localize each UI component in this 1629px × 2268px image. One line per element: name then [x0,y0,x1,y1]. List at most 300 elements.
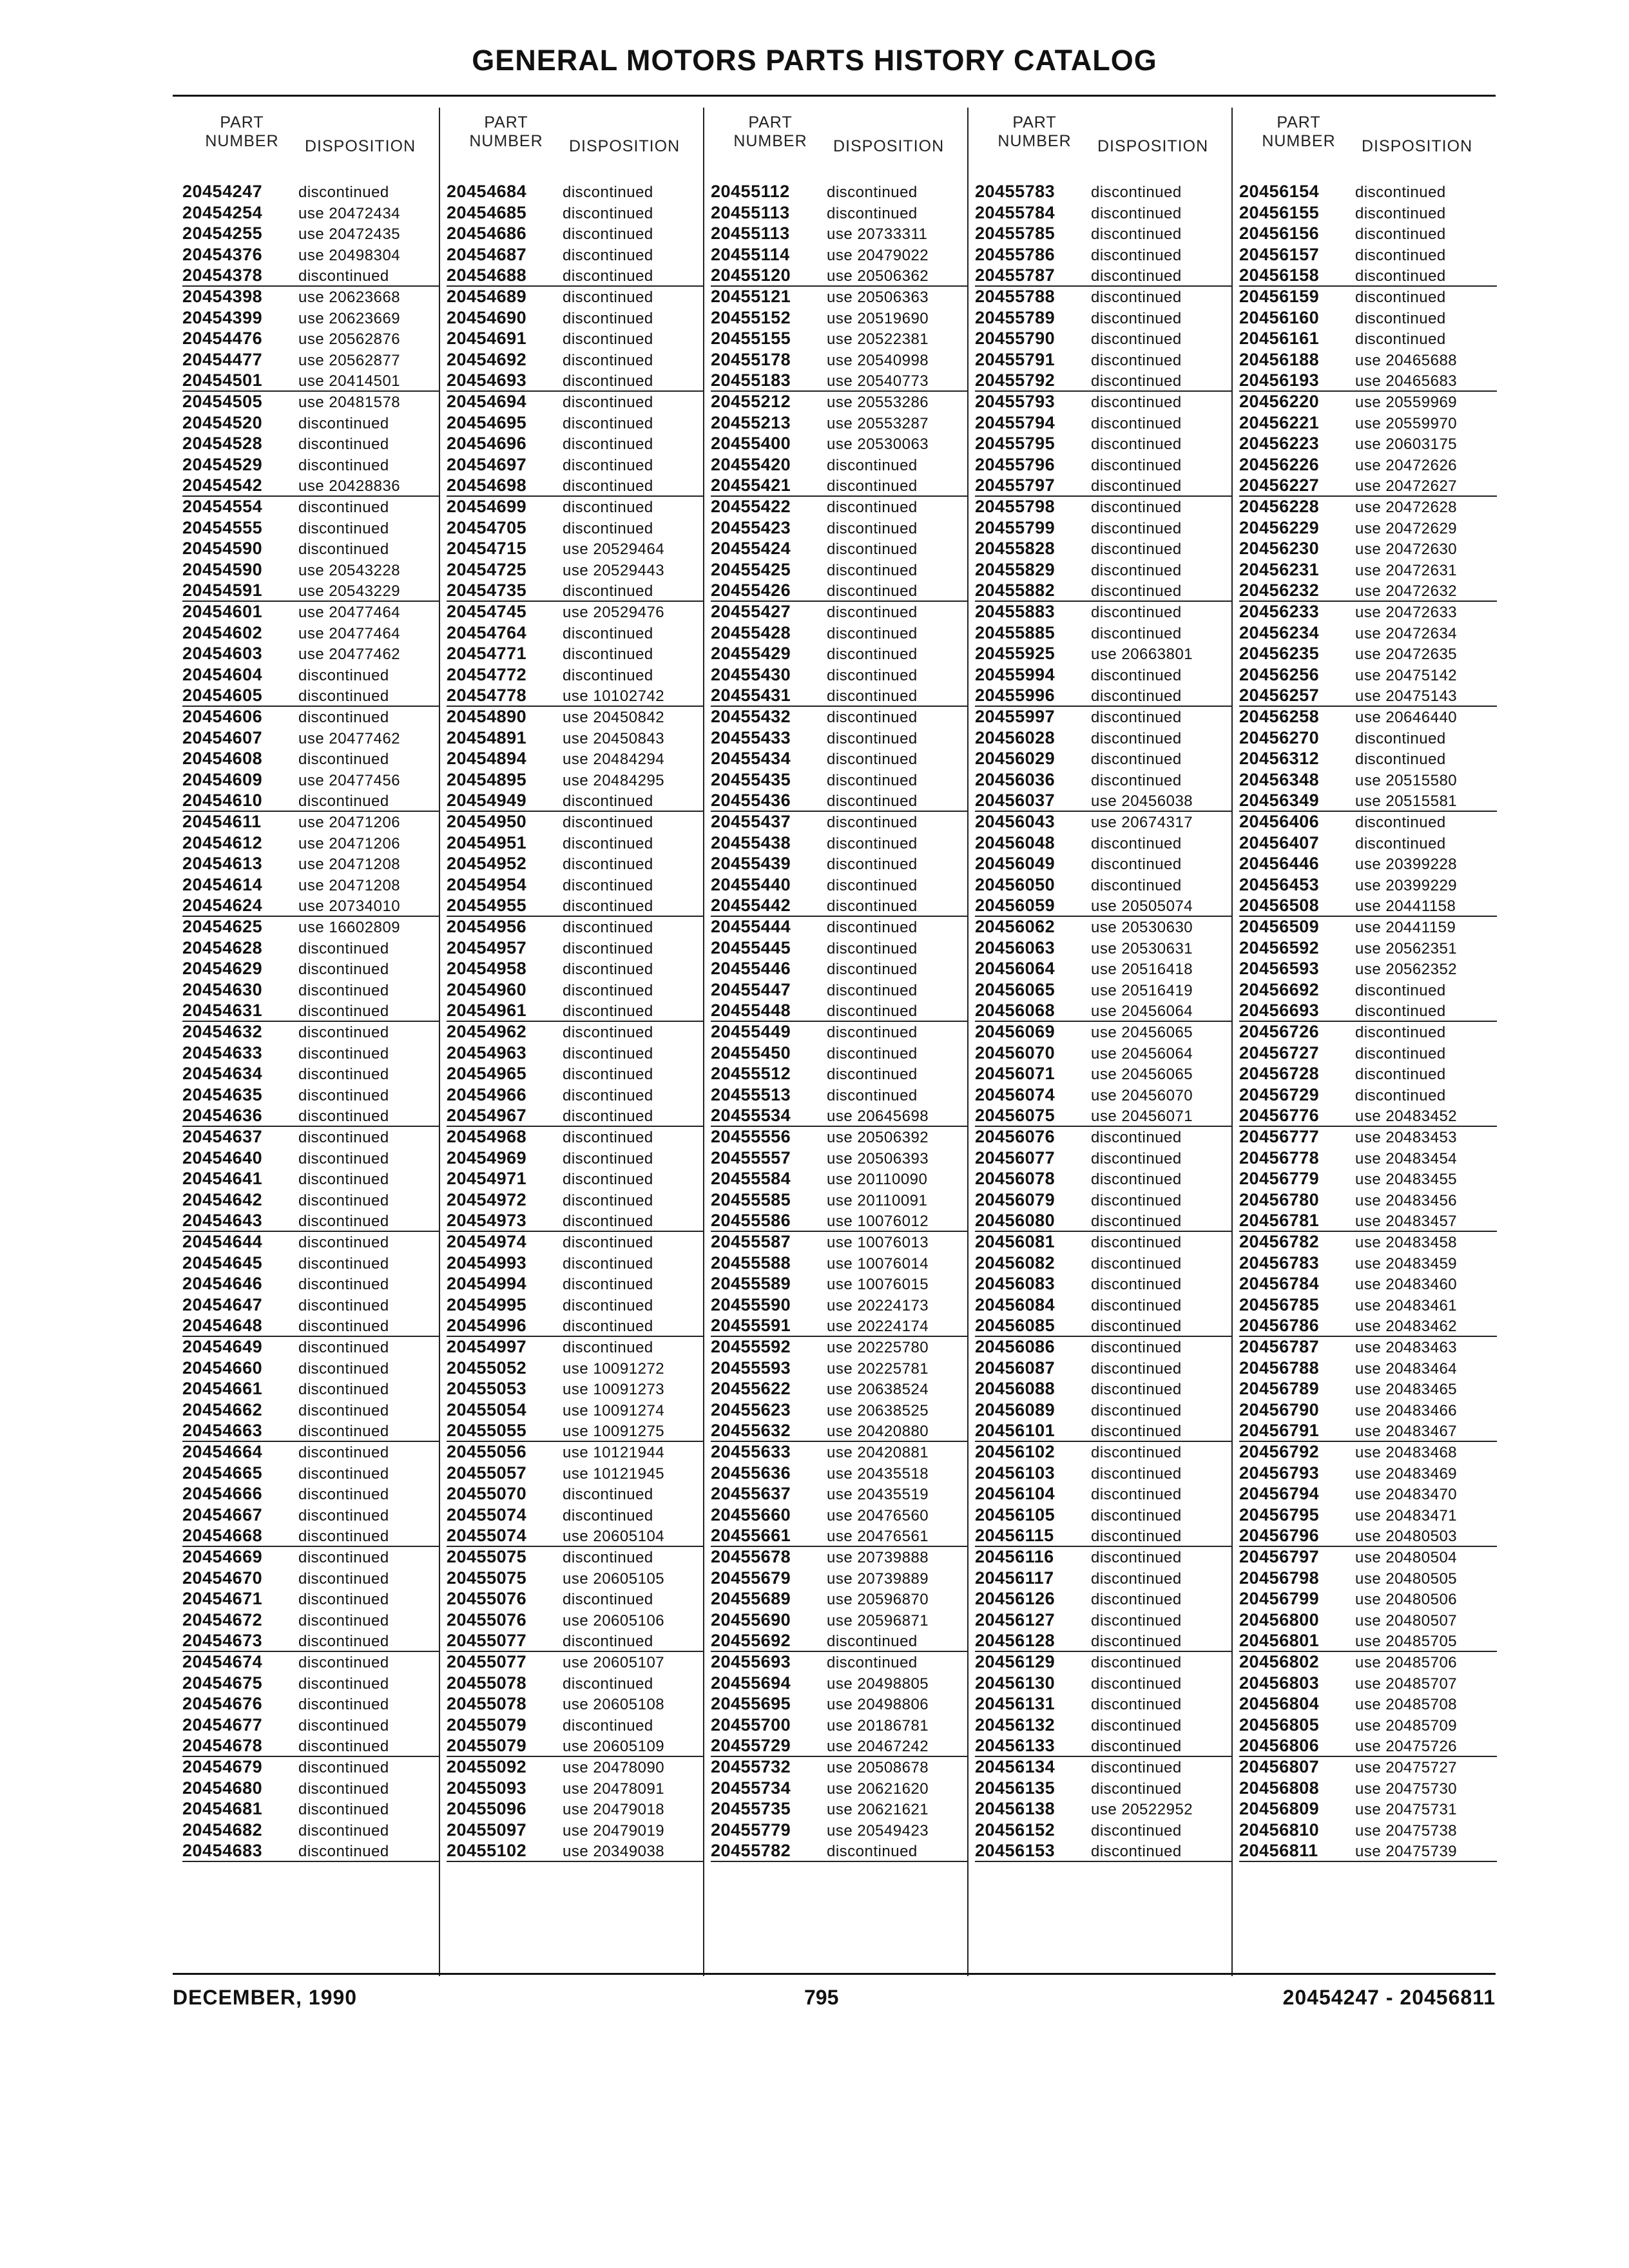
part-number: 20455444 [711,917,791,936]
disposition: discontinued [1091,856,1182,874]
part-number: 20456787 [1239,1337,1320,1356]
disposition-header: DISPOSITION [569,137,680,155]
part-number: 20455593 [711,1358,791,1378]
catalog-entry [711,392,929,412]
part-header-line: PART [1012,113,1057,131]
part-number: 20456085 [975,1316,1055,1336]
disposition: discontinued [1091,541,1182,559]
part-number: 20454590 [182,539,263,559]
part-number: 20456153 [975,1841,1055,1861]
part-number: 20456789 [1239,1379,1320,1399]
catalog-entry [711,812,918,832]
catalog-entry [1239,1484,1457,1504]
catalog-entry [1239,497,1457,517]
catalog-entry [182,791,389,811]
part-number: 20455113 [711,202,790,222]
part-number: 20455102 [447,1841,527,1861]
catalog-entry [182,1358,389,1378]
part-number: 20454963 [447,1043,527,1062]
disposition: use 20478091 [563,1780,665,1798]
catalog-entry [711,1820,929,1840]
disposition: discontinued [827,499,918,516]
part-number: 20456508 [1239,896,1320,916]
part-number: 20454604 [182,664,263,684]
disposition: discontinued [298,1738,389,1756]
disposition: use 20483454 [1355,1149,1458,1168]
catalog-entry [1239,980,1446,1000]
catalog-entry [711,623,918,643]
disposition: discontinued [1091,1401,1182,1419]
part-number: 20455055 [447,1421,527,1441]
catalog-entry [182,1736,389,1756]
catalog-entry [711,581,918,601]
catalog-entry [447,329,653,349]
disposition: use 20529464 [563,541,665,559]
catalog-entry [182,1295,389,1315]
page-number: 795 [804,1986,839,2009]
part-number: 20455446 [711,959,791,979]
part-number: 20456081 [975,1232,1055,1251]
catalog-entry [975,1568,1182,1588]
part-number: 20456062 [975,917,1055,936]
disposition: discontinued [298,1716,389,1735]
catalog-entry [1239,287,1446,307]
catalog-entry [447,1190,653,1210]
catalog-entry [182,1337,389,1357]
catalog-entry [447,917,653,937]
catalog-entry [975,1673,1182,1693]
disposition: discontinued [563,1086,653,1104]
part-number: 20456154 [1239,182,1320,201]
disposition: discontinued [1355,834,1446,852]
part-number: 20454683 [182,1841,263,1861]
part-number-header [975,113,1094,151]
part-number: 20455787 [975,265,1055,285]
catalog-entry [447,1841,664,1861]
disposition: use 20739888 [827,1549,929,1566]
catalog-entry [447,1715,653,1735]
part-number: 20455795 [975,434,1055,454]
catalog-entry [711,1022,918,1042]
disposition: use 20465688 [1355,351,1458,369]
catalog-entry [975,560,1182,580]
part-number: 20454254 [182,202,263,222]
disposition: use 20475727 [1355,1759,1458,1776]
disposition: use 20506362 [827,267,929,285]
disposition: discontinued [827,961,918,979]
disposition: use 20465683 [1355,372,1458,390]
footer-date: DECEMBER, 1990 [173,1986,358,2009]
part-number: 20456793 [1239,1463,1320,1483]
part-number: 20455114 [711,244,790,264]
part-number: 20456223 [1239,434,1320,454]
catalog-entry [447,434,653,454]
disposition: discontinued [1091,1149,1182,1168]
catalog-entry [447,1232,653,1252]
disposition-header: DISPOSITION [833,137,945,155]
part-number: 20456777 [1239,1127,1320,1146]
disposition: discontinued [1091,1506,1182,1524]
part-number: 20456193 [1239,370,1320,390]
part-number: 20455589 [711,1274,791,1294]
part-number: 20455789 [975,307,1055,327]
disposition: discontinued [1091,331,1182,349]
part-number: 20456801 [1239,1631,1320,1651]
catalog-entry [1239,1106,1457,1126]
disposition: discontinued [1091,1780,1182,1798]
disposition: discontinued [1091,624,1182,642]
part-number: 20454610 [182,791,263,811]
disposition: use 20456071 [1091,1108,1193,1126]
disposition: discontinued [1091,1465,1182,1483]
catalog-entry [447,1778,664,1798]
catalog-entry [182,265,389,285]
disposition: discontinued [298,1528,389,1546]
disposition: use 20549423 [827,1821,929,1840]
catalog-entry [975,1736,1182,1756]
catalog-entry [1239,329,1446,349]
part-number: 20455729 [711,1736,791,1756]
disposition: use 20456070 [1091,1086,1193,1104]
disposition: discontinued [298,1381,389,1399]
catalog-entry [182,1652,389,1672]
disposition: use 20456038 [1091,793,1193,811]
catalog-entry [975,1526,1182,1546]
part-number: 20455426 [711,581,791,601]
part-number: 20455448 [711,1001,791,1021]
disposition: use 20472633 [1355,604,1458,621]
catalog-entry [711,182,918,202]
disposition: use 20225780 [827,1339,929,1356]
catalog-entry [1239,1799,1457,1819]
disposition: discontinued [563,1066,653,1084]
part-number: 20456257 [1239,686,1320,706]
part-number: 20454951 [447,832,527,852]
disposition: discontinued [298,1003,389,1021]
catalog-entry [1239,1421,1457,1441]
catalog-entry [711,833,918,853]
part-number: 20455828 [975,539,1055,559]
disposition: use 20483456 [1355,1191,1458,1209]
catalog-entry [447,1631,653,1651]
part-number: 20455513 [711,1084,791,1104]
disposition: discontinued [563,456,653,474]
catalog-entry [182,392,400,412]
part-number: 20454670 [182,1568,263,1588]
catalog-entry [182,1274,389,1294]
part-number-header [447,113,566,151]
catalog-entry [975,1064,1193,1084]
catalog-entry [1239,392,1457,412]
part-number: 20454640 [182,1148,263,1168]
part-number: 20456102 [975,1442,1055,1461]
catalog-entry [975,812,1193,832]
disposition: discontinued [1091,267,1182,285]
catalog-entry [1239,1316,1457,1336]
catalog-entry [447,1505,653,1525]
part-number: 20454973 [447,1211,527,1231]
disposition: discontinued [563,856,653,874]
disposition: use 20485709 [1355,1716,1458,1735]
part-number: 20456050 [975,874,1055,894]
part-number: 20455734 [711,1778,791,1798]
catalog-entry [447,833,653,853]
part-number: 20455075 [447,1568,527,1588]
part-number: 20454955 [447,896,527,916]
disposition: discontinued [827,751,918,769]
part-number: 20454528 [182,434,263,454]
catalog-entry [711,203,918,223]
catalog-entry [711,434,929,454]
part-number: 20456086 [975,1337,1055,1356]
part-number: 20455178 [711,349,791,369]
part-number: 20456807 [1239,1757,1320,1776]
disposition: discontinued [298,1108,389,1126]
disposition: use 20663801 [1091,646,1193,664]
part-number: 20456105 [975,1504,1055,1524]
disposition: discontinued [1355,751,1446,769]
catalog-entry [1239,833,1446,853]
catalog-entry [447,476,653,495]
catalog-entry [711,1358,929,1378]
disposition: use 20540998 [827,351,929,369]
catalog-entry [975,1358,1182,1378]
catalog-entry [447,1127,653,1147]
catalog-entry [182,1127,389,1147]
part-number: 20455732 [711,1757,791,1776]
catalog-entry [1239,1148,1457,1168]
disposition: use 20472627 [1355,477,1458,495]
disposition: use 20472635 [1355,646,1458,664]
part-number: 20456131 [975,1694,1055,1714]
part-header-line: PART [484,113,528,131]
disposition: use 20224173 [827,1296,929,1314]
catalog-entry [1239,1295,1457,1315]
catalog-entry [975,1316,1182,1336]
disposition: use 20529476 [563,604,665,621]
part-number: 20456233 [1239,602,1320,621]
part-number: 20454891 [447,727,527,747]
part-number: 20456407 [1239,832,1320,852]
disposition: discontinued [563,666,653,684]
disposition: use 20475726 [1355,1738,1458,1756]
disposition: use 20441158 [1355,898,1456,916]
disposition: discontinued [1355,1086,1446,1104]
catalog-entry [1239,581,1457,601]
catalog-entry [447,287,653,307]
catalog-entry [182,665,389,685]
disposition: use 20559970 [1355,414,1458,432]
disposition: discontinued [1355,1066,1446,1084]
catalog-entry [1239,350,1457,370]
part-number: 20455070 [447,1484,527,1504]
catalog-entry [975,1043,1193,1063]
disposition: discontinued [563,1675,653,1693]
catalog-entry [711,1589,929,1609]
disposition: discontinued [1091,1213,1182,1231]
part-number: 20454997 [447,1337,527,1356]
disposition: use 10091272 [563,1360,665,1378]
disposition: discontinued [298,1296,389,1314]
catalog-entry [975,539,1182,559]
disposition: discontinued [563,1591,653,1609]
part-number: 20455586 [711,1211,791,1231]
catalog-entry [711,1568,929,1588]
part-number: 20454501 [182,370,263,390]
catalog-entry [975,1442,1182,1462]
catalog-entry [711,707,918,727]
part-number: 20456791 [1239,1421,1320,1441]
catalog-entry [182,1610,389,1630]
disposition: use 20483458 [1355,1234,1458,1251]
part-number: 20456728 [1239,1064,1320,1084]
disposition: discontinued [827,646,918,664]
part-number: 20456726 [1239,1022,1320,1041]
part-number: 20454677 [182,1715,263,1735]
catalog-entry [447,1085,653,1105]
catalog-entry [447,1589,653,1609]
part-number: 20454612 [182,832,263,852]
catalog-entry [1239,476,1457,495]
catalog-entry [447,1253,653,1273]
catalog-entry [711,602,918,622]
part-number: 20454591 [182,581,263,601]
part-number: 20456080 [975,1211,1055,1231]
disposition: discontinued [298,1171,389,1189]
disposition: use 20420880 [827,1423,929,1441]
part-number: 20456078 [975,1169,1055,1189]
part-number: 20454968 [447,1127,527,1146]
part-number: 20456785 [1239,1294,1320,1314]
catalog-entry [1239,686,1457,706]
part-number: 20454628 [182,937,263,957]
part-number: 20455442 [711,896,791,916]
catalog-entry [182,287,400,307]
number-header-line: NUMBER [998,132,1072,150]
disposition: use 20498806 [827,1696,929,1714]
disposition: discontinued [1091,1633,1182,1651]
disposition: discontinued [298,1360,389,1378]
disposition: use 20484294 [563,751,665,769]
disposition: use 20562351 [1355,939,1458,957]
part-number: 20455438 [711,832,791,852]
part-number: 20454602 [182,622,263,642]
disposition: use 20483469 [1355,1465,1458,1483]
part-number: 20455679 [711,1568,791,1588]
catalog-entry [447,770,664,790]
catalog-entry [975,854,1182,874]
part-number: 20455113 [711,224,790,244]
disposition: discontinued [563,436,653,454]
disposition: use 20476560 [827,1506,929,1524]
part-number: 20455435 [711,769,791,789]
disposition: use 20399229 [1355,876,1458,894]
catalog-entry [711,1190,927,1210]
catalog-entry [975,1799,1193,1819]
catalog-entry [447,1610,664,1630]
part-number: 20455447 [711,979,791,999]
catalog-entry [182,1106,389,1126]
part-number: 20456126 [975,1589,1055,1609]
part-number: 20455782 [711,1841,791,1861]
disposition: discontinued [1091,834,1182,852]
catalog-entry [447,623,653,643]
group-underline [447,1861,704,1862]
part-number: 20456799 [1239,1589,1320,1609]
part-number: 20454764 [447,622,527,642]
catalog-entry [182,917,400,937]
catalog-entry [447,1568,664,1588]
disposition: discontinued [563,184,653,201]
disposition: discontinued [1355,1003,1446,1021]
disposition: use 20483452 [1355,1108,1458,1126]
disposition: use 20110090 [827,1171,928,1189]
part-number: 20454542 [182,476,263,495]
disposition: discontinued [298,1318,389,1336]
part-number: 20455120 [711,265,791,285]
catalog-entry [182,770,400,790]
column-divider [439,108,440,1976]
catalog-entry [711,1064,918,1084]
catalog-entry [1239,1232,1457,1252]
disposition: use 20472434 [298,204,401,222]
catalog-entry [711,1547,929,1567]
disposition: discontinued [298,1066,389,1084]
part-number: 20454962 [447,1022,527,1041]
catalog-entry [182,707,389,727]
part-number: 20455997 [975,707,1055,726]
part-number: 20456075 [975,1106,1055,1126]
disposition: use 20483453 [1355,1129,1458,1146]
part-number: 20456115 [975,1526,1054,1546]
catalog-entry [975,728,1182,748]
disposition: use 20483455 [1355,1171,1458,1189]
number-header-line: NUMBER [1262,132,1336,150]
disposition: use 20674317 [1091,814,1193,831]
catalog-entry [975,1421,1182,1441]
part-number: 20454689 [447,287,527,306]
part-number: 20456692 [1239,979,1320,999]
disposition: discontinued [1091,1171,1182,1189]
catalog-entry [182,812,400,832]
part-number: 20454697 [447,454,527,474]
part-number: 20454247 [182,182,263,201]
catalog-entry [447,1022,653,1042]
disposition: discontinued [563,939,653,957]
catalog-entry [975,1211,1182,1231]
catalog-entry [182,1148,389,1168]
part-number: 20456127 [975,1610,1055,1629]
disposition: use 20450843 [563,729,665,747]
part-number: 20456779 [1239,1169,1320,1189]
part-number: 20454691 [447,329,527,349]
catalog-entry [711,329,929,349]
catalog-entry [182,1547,389,1567]
disposition: discontinued [298,1044,389,1062]
catalog-entry [975,224,1182,244]
disposition: use 20485705 [1355,1633,1458,1651]
part-number: 20454645 [182,1253,263,1273]
disposition: discontinued [563,1506,653,1524]
part-number: 20454378 [182,265,263,285]
catalog-entry [182,476,400,495]
catalog-entry [711,665,918,685]
disposition: use 20471208 [298,876,401,894]
disposition: use 10076013 [827,1234,929,1251]
part-number: 20456312 [1239,749,1320,769]
disposition: discontinued [298,1570,389,1588]
disposition: use 20480507 [1355,1611,1458,1629]
